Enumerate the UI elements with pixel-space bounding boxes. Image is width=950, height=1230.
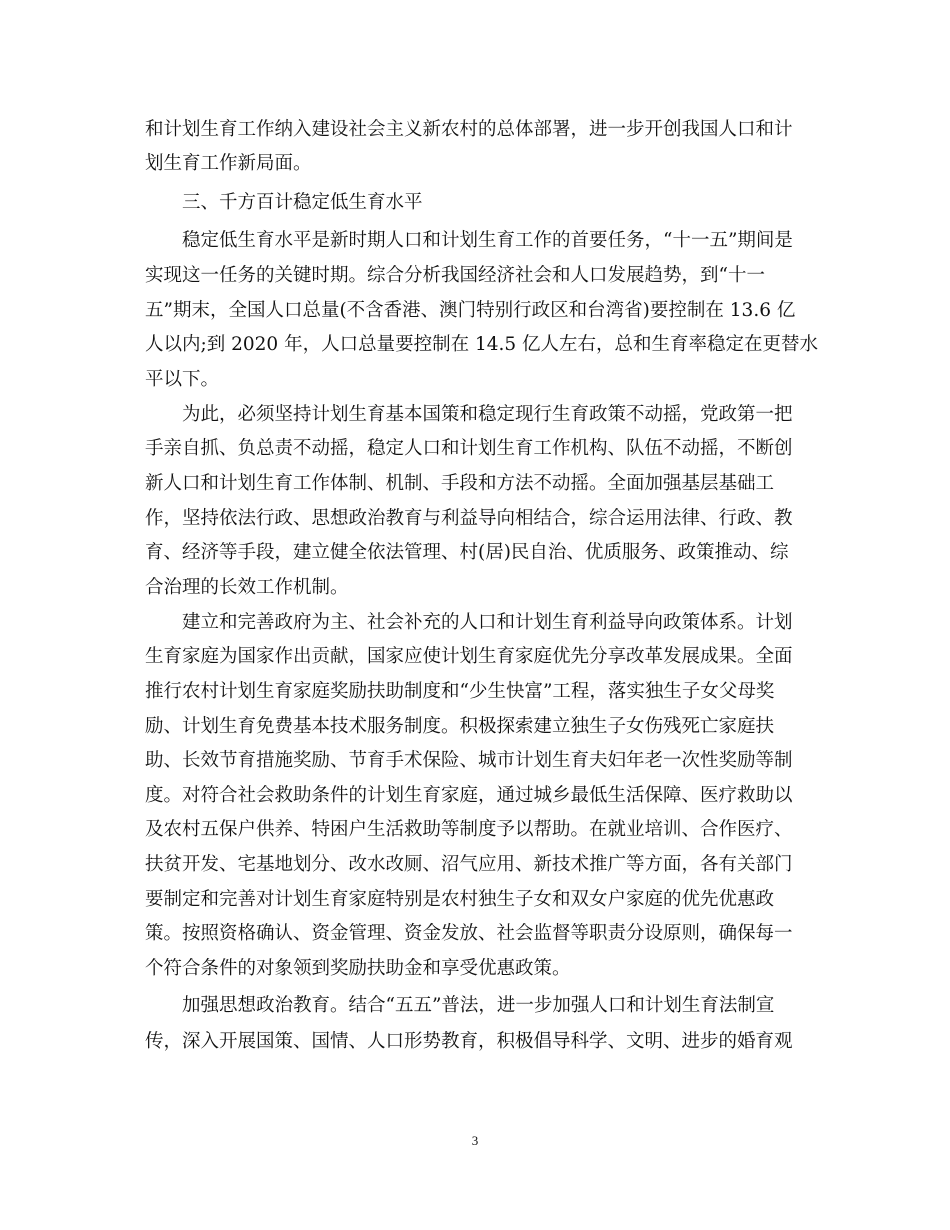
- text-line: 划生育工作新局面。: [145, 153, 312, 174]
- text-line: 要制定和完善对计划生育家庭特别是农村独生子女和双女户家庭的优先优惠政: [145, 889, 775, 910]
- text-line: 励、计划生育免费基本技术服务制度。积极探索建立独生子女伤残死亡家庭扶: [145, 716, 775, 737]
- text-line: 人以内;到 2020 年，人口总量要控制在 14.5 亿人左右，总和生育率稳定在更替水: [145, 334, 819, 355]
- text-line: 五”期末，全国人口总量(不含香港、澳门特别行政区和台湾省)要控制在 13.6 亿: [145, 300, 796, 321]
- text-line: 手亲自抓、负总责不动摇，稳定人口和计划生育工作机构、队伍不动摇，不断创: [145, 438, 793, 459]
- text-line: 实现这一任务的关键时期。综合分析我国经济社会和人口发展趋势，到“十一: [145, 265, 765, 286]
- text-line: 传，深入开展国策、国情、人口形势教育，积极倡导科学、文明、进步的婚育观: [145, 1031, 793, 1052]
- text-line: 新人口和计划生育工作体制、机制、手段和方法不动摇。全面加强基层基础工: [145, 473, 775, 494]
- text-line: 及农村五保户供养、特困户生活救助等制度予以帮助。在就业培训、合作医疗、: [145, 819, 793, 840]
- text-line: 生育家庭为国家作出贡献，国家应使计划生育家庭优先分享改革发展成果。全面: [145, 646, 793, 667]
- text-line: 度。对符合社会救助条件的计划生育家庭，通过城乡最低生活保障、医疗救助以: [145, 785, 793, 806]
- text-line: 平以下。: [145, 369, 220, 390]
- text-line: 建立和完善政府为主、社会补充的人口和计划生育利益导向政策体系。计划: [182, 612, 793, 633]
- text-line: 加强思想政治教育。结合“五五”普法，进一步加强人口和计划生育法制宣: [182, 995, 775, 1016]
- text-line: 作，坚持依法行政、思想政治教育与利益导向相结合，综合运用法律、行政、教: [145, 508, 793, 529]
- section-heading: 三、千方百计稳定低生育水平: [182, 192, 423, 213]
- text-line: 稳定低生育水平是新时期人口和计划生育工作的首要任务，“十一五”期间是: [182, 230, 793, 251]
- text-line: 助、长效节育措施奖励、节育手术保险、城市计划生育夫妇年老一次性奖励等制: [145, 750, 793, 771]
- text-line: 育、经济等手段，建立健全依法管理、村(居)民自治、优质服务、政策推动、综: [145, 542, 789, 563]
- text-line: 个符合条件的对象领到奖励扶助金和享受优惠政策。: [145, 958, 571, 979]
- text-line: 和计划生育工作纳入建设社会主义新农村的总体部署，进一步开创我国人口和计: [145, 119, 793, 140]
- text-line: 推行农村计划生育家庭奖励扶助制度和“少生快富”工程，落实独生子女父母奖: [145, 681, 775, 702]
- text-line: 策。按照资格确认、资金管理、资金发放、社会监督等职责分设原则，确保每一: [145, 923, 793, 944]
- page-number: 3: [471, 1133, 479, 1148]
- text-line: 为此，必须坚持计划生育基本国策和稳定现行生育政策不动摇，党政第一把: [182, 404, 793, 425]
- text-line: 合治理的长效工作机制。: [145, 577, 349, 598]
- text-line: 扶贫开发、宅基地划分、改水改厕、沼气应用、新技术推广等方面，各有关部门: [145, 854, 793, 875]
